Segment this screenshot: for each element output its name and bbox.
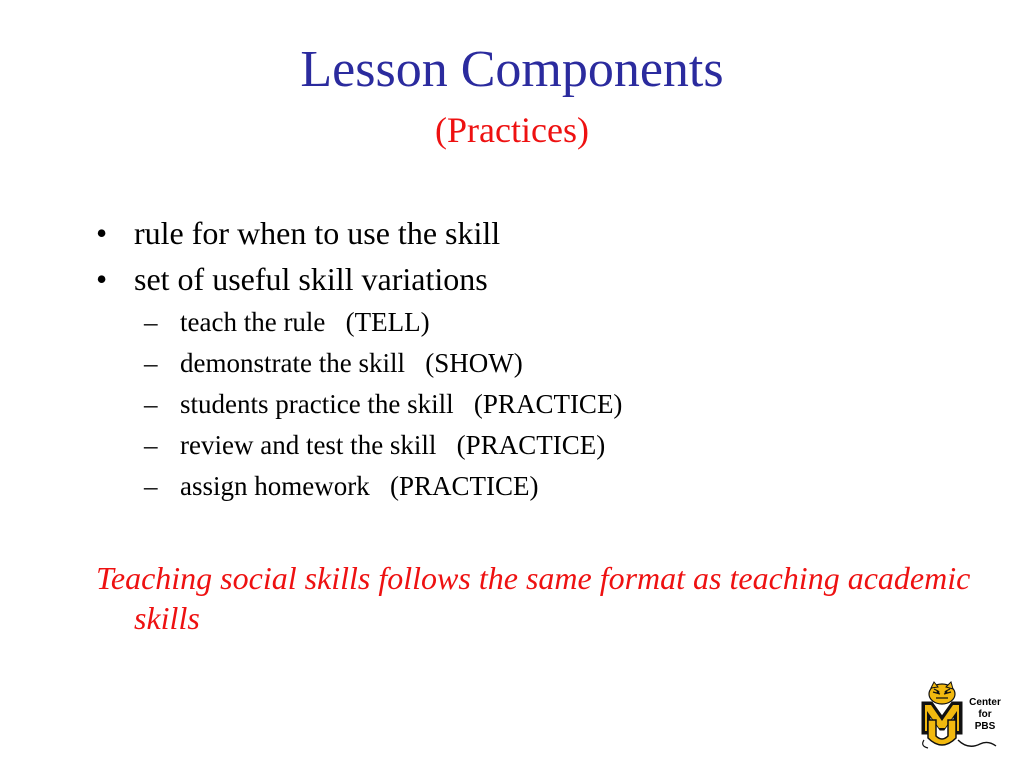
sub-bullet-marker: – (144, 430, 158, 460)
sub-bullet-marker: – (144, 389, 158, 419)
slide-subtitle: (Practices) (435, 110, 589, 150)
bullet-item (96, 210, 976, 256)
sub-bullet-item (96, 466, 976, 507)
bullet-text: set of useful skill variations (134, 261, 488, 297)
sub-bullet-item (96, 343, 976, 384)
logo-line: for (978, 709, 992, 720)
sub-bullet-marker: – (144, 471, 158, 501)
sub-bullet-marker: – (144, 307, 158, 337)
tiger-head-icon (929, 682, 955, 704)
center-for-pbs-label (962, 697, 1008, 733)
bullet-item (96, 256, 976, 302)
sub-bullet-item (96, 302, 976, 343)
sub-bullet-item (96, 384, 976, 425)
closing-note: Teaching social skills follows the same format as teaching academic skills (96, 560, 971, 636)
logo-line: PBS (974, 721, 996, 732)
bullet-marker: • (96, 215, 108, 251)
sub-bullet-text: teach the rule (TELL) (180, 307, 430, 337)
bullet-marker: • (96, 261, 108, 297)
logo-line: Center (969, 697, 1001, 708)
sub-bullet-text: demonstrate the skill (SHOW) (180, 348, 523, 378)
bullet-list (96, 210, 976, 507)
slide-title: Lesson Components (300, 41, 724, 98)
sub-bullet-item (96, 425, 976, 466)
bullet-text: rule for when to use the skill (134, 215, 501, 251)
sub-bullet-text: assign homework (PRACTICE) (180, 471, 539, 501)
sub-bullet-text: review and test the skill (PRACTICE) (180, 430, 606, 460)
sub-bullet-marker: – (144, 348, 158, 378)
sub-bullet-text: students practice the skill (PRACTICE) (180, 389, 623, 419)
